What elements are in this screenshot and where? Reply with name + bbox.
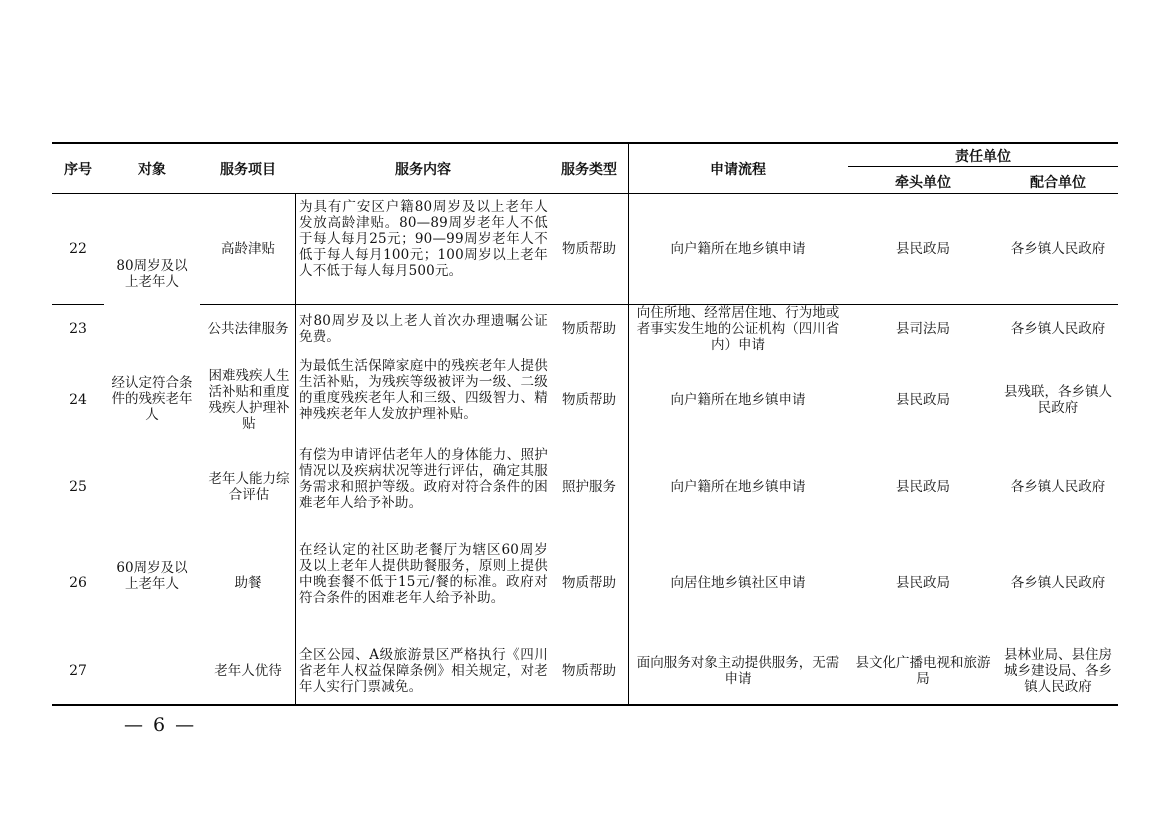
row-index: 25 (69, 479, 87, 495)
row-index: 27 (69, 663, 87, 679)
target-60-plus: 60周岁及以上老年人 (116, 560, 188, 592)
row-service-type: 物质帮助 (562, 575, 616, 591)
row-service-type: 物质帮助 (562, 321, 616, 337)
row-service-item: 高龄津贴 (221, 241, 275, 257)
row-lead-unit: 县民政局 (896, 479, 950, 495)
row-process: 向住所地、经常居住地、行为地或者事实发生地的公证机构（四川省内）申请 (636, 305, 840, 353)
row-process: 向户籍所在地乡镇申请 (670, 392, 806, 408)
row-service-type: 物质帮助 (562, 241, 616, 257)
row-process: 向户籍所在地乡镇申请 (670, 479, 806, 495)
row-lead-unit: 县司法局 (896, 321, 950, 337)
header-cooperate: 配合单位 (1030, 175, 1086, 191)
row-lead-unit: 县民政局 (896, 392, 950, 408)
row-service-item: 困难残疾人生活补贴和重度残疾人护理补贴 (208, 368, 290, 432)
header-lead: 牵头单位 (895, 175, 951, 191)
row-service-content: 有偿为申请评估老年人的身体能力、照护情况以及疾病状况等进行评估，确定其服务需求和照护等级。政府对符合条件的困难老年人给予补助。 (299, 447, 548, 511)
row-service-item: 公共法律服务 (207, 321, 289, 337)
page-number: — 6 — (124, 714, 197, 736)
row-service-content: 为最低生活保障家庭中的残疾老年人提供生活补贴，为残疾等级被评为一级、二级的重度残疾老年人和三级、四级智力、精神残疾老年人发放护理补贴。 (299, 358, 548, 422)
row-cooperate-unit: 各乡镇人民政府 (1010, 321, 1106, 337)
row-cooperate-unit: 各乡镇人民政府 (1010, 241, 1106, 257)
row-lead-unit: 县民政局 (896, 575, 950, 591)
target-80-plus: 80周岁及以上老年人 (116, 258, 188, 290)
header-target: 对象 (138, 162, 166, 178)
row-cooperate-unit: 各乡镇人民政府 (1010, 575, 1106, 591)
row-service-item: 助餐 (234, 575, 262, 591)
header-index: 序号 (64, 162, 92, 178)
row-service-type: 照护服务 (562, 479, 616, 495)
header-service-content: 服务内容 (395, 162, 451, 178)
row-index: 26 (69, 575, 87, 591)
header-service-item: 服务项目 (220, 162, 276, 178)
row-index: 23 (69, 321, 87, 337)
target-disabled: 经认定符合条件的残疾老年人 (111, 375, 193, 423)
row-lead-unit: 县民政局 (896, 241, 950, 257)
header-service-type: 服务类型 (561, 162, 617, 178)
row-service-type: 物质帮助 (562, 392, 616, 408)
row-cooperate-unit: 各乡镇人民政府 (1010, 479, 1106, 495)
row-process: 向居住地乡镇社区申请 (670, 575, 806, 591)
row-service-content: 为具有广安区户籍80周岁及以上老年人发放高龄津贴。80—89周岁老年人不低于每人每月25元；90—99周岁老年人不低于每人每月100元；100周岁以上老年人不低于每人每月500元。 (299, 199, 548, 279)
row-process: 向户籍所在地乡镇申请 (670, 241, 806, 257)
row-index: 24 (69, 392, 87, 408)
header-responsibility: 责任单位 (955, 149, 1011, 165)
row-service-content: 在经认定的社区助老餐厅为辖区60周岁及以上老年人提供助餐服务，原则上提供中晚套餐不低于15元/餐的标准。政府对符合条件的困难老年人给予补助。 (299, 542, 548, 606)
header-process: 申请流程 (710, 162, 766, 178)
row-service-content: 全区公园、A级旅游景区严格执行《四川省老年人权益保障条例》相关规定，对老年人实行门票减免。 (299, 647, 548, 695)
row-cooperate-unit: 县残联，各乡镇人民政府 (1004, 384, 1112, 416)
row-service-item: 老年人优待 (214, 663, 282, 679)
row-lead-unit: 县文化广播电视和旅游局 (855, 655, 991, 687)
row-cooperate-unit: 县林业局、县住房城乡建设局、各乡镇人民政府 (1004, 647, 1112, 695)
row-index: 22 (69, 241, 87, 257)
row-process: 面向服务对象主动提供服务，无需申请 (636, 655, 840, 687)
row-service-content: 对80周岁及以上老人首次办理遗嘱公证免费。 (299, 313, 548, 345)
row-service-item: 老年人能力综合评估 (208, 471, 290, 503)
row-service-type: 物质帮助 (562, 663, 616, 679)
